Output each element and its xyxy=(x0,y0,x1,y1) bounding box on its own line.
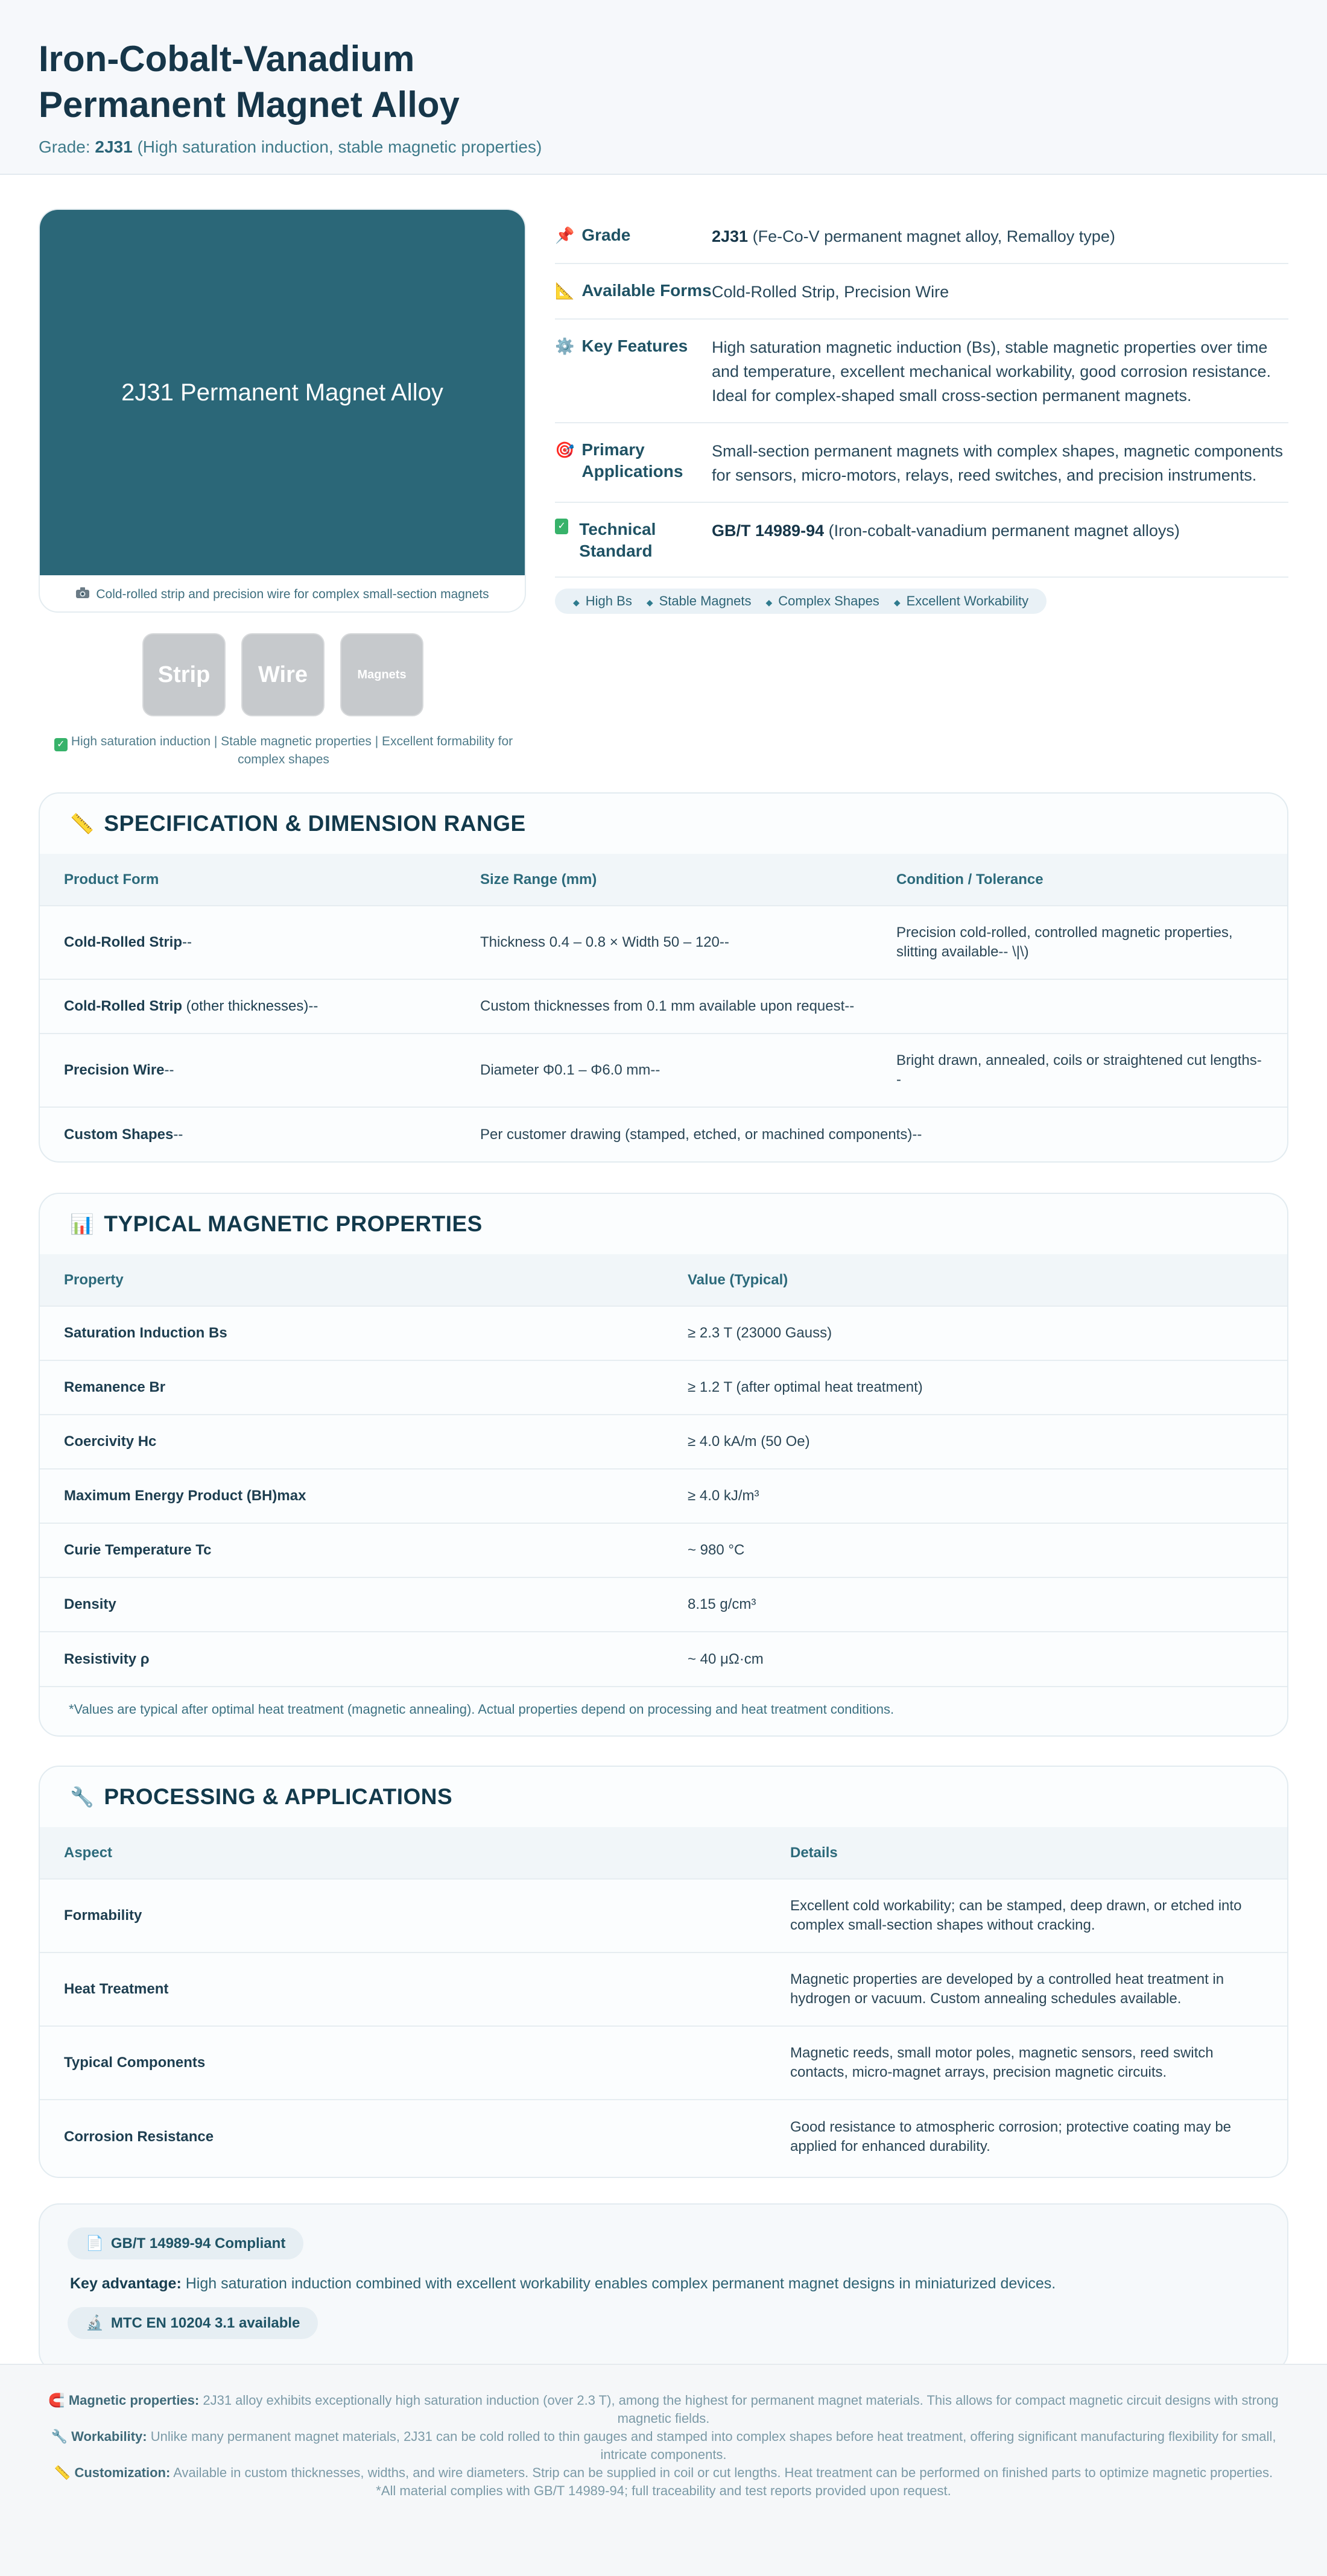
magnetic-properties-section xyxy=(39,1193,1288,1737)
tag-stable-magnets[interactable]: ◆ Stable Magnets xyxy=(647,593,752,609)
spec-label-text: Available Forms xyxy=(581,281,712,300)
key-advantage-text: High saturation induction combined with excellent workability enables complex permanent magnet designs in miniaturized devices. xyxy=(185,2275,1056,2292)
column-header: Aspect xyxy=(40,1827,766,1879)
processing-table xyxy=(40,1827,1287,2173)
microscope-icon: 🔬 xyxy=(86,2315,104,2331)
compliance-box xyxy=(39,2203,1288,2372)
spec-row-forms xyxy=(555,264,1288,320)
section-title-text: TYPICAL MAGNETIC PROPERTIES xyxy=(104,1211,483,1236)
aspect-details: Good resistance to atmospheric corrosion; protective coating may be applied for enhanced durability. xyxy=(766,2100,1287,2173)
table-cell: Bright drawn, annealed, coils or straightened cut lengths-- xyxy=(872,1034,1287,1107)
mtc-badge[interactable] xyxy=(68,2307,318,2339)
table-row xyxy=(40,1034,1287,1107)
column-header: Product Form xyxy=(40,854,456,906)
tag-excellent-workability[interactable]: ◆ Excellent Workability xyxy=(894,593,1028,609)
aspect-details: Excellent cold workability; can be stamped, deep drawn, or etched into complex small-section shapes without cracking. xyxy=(766,1879,1287,1953)
table-row xyxy=(40,2026,1287,2100)
spec-dimension-section xyxy=(39,792,1288,1163)
property-name: Saturation Induction Bs xyxy=(40,1306,664,1360)
magnetic-footnote: *Values are typical after optimal heat treatment (magnetic annealing). Actual properties depend on processing and heat treatment conditions. xyxy=(40,1686,1287,1732)
table-header xyxy=(40,854,1287,906)
camera-icon xyxy=(75,587,90,602)
footer-magnetic xyxy=(39,2391,1288,2428)
property-name: Resistivity ρ xyxy=(40,1632,664,1686)
table-header xyxy=(40,1254,1287,1306)
target-icon: 🎯 xyxy=(555,441,575,459)
footer-customization xyxy=(39,2464,1288,2482)
spec-value-grade xyxy=(712,224,1288,248)
table-row xyxy=(40,1879,1287,1953)
table-cell xyxy=(40,1107,456,1161)
table-cell: Per customer drawing (stamped, etched, or machined components)-- xyxy=(456,1107,1287,1161)
thumbnail-wire-item[interactable]: Wire xyxy=(241,633,325,716)
column-header: Value (Typical) xyxy=(664,1254,1287,1306)
page-title xyxy=(39,36,1288,128)
bar-chart-icon: 📊 xyxy=(70,1213,95,1235)
spec-label-text: Technical Standard xyxy=(579,520,656,560)
spec-value-applications: Small-section permanent magnets with complex shapes, magnetic components for sensors, micro-motors, relays, reed switches, and precision instruments. xyxy=(712,442,1283,484)
spec-row-grade xyxy=(555,209,1288,264)
spec-label-text: Primary Applications xyxy=(581,440,683,481)
aspect-details: Magnetic properties are developed by a controlled heat treatment in hydrogen or vacuum. Custom annealing schedules available. xyxy=(766,1953,1287,2026)
aspect-details: Magnetic reeds, small motor poles, magnetic sensors, reed switch contacts, micro-magnet arrays, precision magnetic circuits. xyxy=(766,2026,1287,2100)
wrench-icon: 🔧 xyxy=(70,1786,95,1808)
footer-compliance-note: *All material complies with GB/T 14989-94; full traceability and test reports provided upon request. xyxy=(376,2483,951,2498)
mtc-badge-text: MTC EN 10204 3.1 available xyxy=(110,2314,300,2331)
form-name: Cold-Rolled Strip xyxy=(64,934,182,950)
product-image-card xyxy=(39,209,526,613)
grade-subtitle xyxy=(39,137,1288,157)
spec-row-applications xyxy=(555,423,1288,503)
property-value: ≥ 2.3 T (23000 Gauss) xyxy=(664,1306,1287,1360)
compliance-badge[interactable] xyxy=(68,2227,303,2259)
table-cell xyxy=(40,1034,456,1107)
spec-label-features xyxy=(555,335,712,408)
property-value: ~ 40 μΩ·cm xyxy=(664,1632,1287,1686)
dimension-table xyxy=(40,854,1287,1161)
form-extra: -- xyxy=(182,934,192,950)
table-cell xyxy=(40,906,456,979)
product-image[interactable] xyxy=(40,210,525,575)
document-icon: 📄 xyxy=(86,2235,104,2252)
spec-row-standard xyxy=(555,503,1288,578)
property-name: Curie Temperature Tc xyxy=(40,1523,664,1577)
spec-value-bold: GB/T 14989-94 xyxy=(712,522,825,540)
ruler-icon: 📏 xyxy=(70,813,95,835)
column-header: Size Range (mm) xyxy=(456,854,872,906)
form-name: Precision Wire xyxy=(64,1062,165,1078)
table-row xyxy=(40,1953,1287,2026)
pushpin-icon: 📌 xyxy=(555,226,575,244)
compliance-badge-text: GB/T 14989-94 Compliant xyxy=(110,2235,286,2252)
feature-tags xyxy=(555,589,1047,614)
table-row xyxy=(40,2100,1287,2173)
thumbnail-note-text: High saturation induction | Stable magnetic properties | Excellent formability for complex shapes xyxy=(71,734,513,766)
product-caption xyxy=(40,575,525,613)
spec-value-bold: 2J31 xyxy=(712,227,749,245)
column-header: Condition / Tolerance xyxy=(872,854,1287,906)
aspect-name: Typical Components xyxy=(40,2026,766,2100)
title-line-2: Permanent Magnet Alloy xyxy=(39,84,460,125)
table-cell: Thickness 0.4 – 0.8 × Width 50 – 120-- xyxy=(456,906,872,979)
spec-value-standard xyxy=(712,519,1288,562)
spec-label-applications xyxy=(555,439,712,487)
gear-icon: ⚙️ xyxy=(555,337,575,355)
column-header: Property xyxy=(40,1254,664,1306)
key-advantage-label: Key advantage: xyxy=(70,2275,182,2292)
form-extra: (other thicknesses)-- xyxy=(182,998,318,1014)
table-header xyxy=(40,1827,1287,1879)
check-icon: ✓ xyxy=(54,738,68,751)
spec-label-text: Grade xyxy=(581,226,631,244)
footer-label: Magnetic properties: xyxy=(68,2393,200,2408)
property-name: Coercivity Hc xyxy=(40,1415,664,1469)
spec-label-forms xyxy=(555,280,712,304)
property-value: ≥ 1.2 T (after optimal heat treatment) xyxy=(664,1360,1287,1415)
footer-text: 2J31 alloy exhibits exceptionally high saturation induction (over 2.3 T), among the highest for permanent magnet materials. This allows for compact magnetic circuit designs with strong magnetic fields. xyxy=(203,2393,1279,2426)
form-name: Cold-Rolled Strip xyxy=(64,998,182,1014)
table-row xyxy=(40,1107,1287,1161)
property-name: Maximum Energy Product (BH)max xyxy=(40,1469,664,1523)
spec-value-forms: Cold-Rolled Strip, Precision Wire xyxy=(712,283,949,301)
section-title xyxy=(40,794,1287,854)
title-line-1: Iron-Cobalt-Vanadium xyxy=(39,39,415,79)
aspect-name: Heat Treatment xyxy=(40,1953,766,2026)
product-image-text: 2J31 Permanent Magnet Alloy xyxy=(121,379,443,406)
section-title xyxy=(40,1194,1287,1254)
footer-workability xyxy=(39,2428,1288,2464)
spec-value-text: (Fe-Co-V permanent magnet alloy, Remalloy type) xyxy=(752,227,1115,245)
tag-high-bs[interactable]: ◆ High Bs xyxy=(573,593,632,609)
table-cell: Precision cold-rolled, controlled magnetic properties, slitting available-- \|\) xyxy=(872,906,1287,979)
footer-text: Available in custom thicknesses, widths, and wire diameters. Strip can be supplied in coil or cut lengths. Heat treatment can be performed on finished parts to optimize magnetic properties. xyxy=(173,2465,1273,2480)
processing-section xyxy=(39,1766,1288,2178)
grade-prefix: Grade: xyxy=(39,137,90,156)
table-cell xyxy=(40,979,456,1034)
aspect-name: Formability xyxy=(40,1879,766,1953)
spec-row-features xyxy=(555,320,1288,423)
section-title-text: PROCESSING & APPLICATIONS xyxy=(104,1784,453,1809)
footer-text: Unlike many permanent magnet materials, 2J31 can be cold rolled to thin gauges and stamped into complex shapes before heat treatment, offering significant manufacturing flexibility for small, intricate components. xyxy=(150,2429,1276,2462)
form-name: Custom Shapes xyxy=(64,1126,174,1143)
table-row xyxy=(40,1415,1287,1469)
table-row xyxy=(40,1632,1287,1686)
wrench-icon: 🔧 xyxy=(51,2429,68,2444)
key-advantage xyxy=(70,2275,1257,2293)
triangle-ruler-icon: 📐 xyxy=(555,282,575,300)
property-name: Density xyxy=(40,1577,664,1632)
table-cell: Custom thicknesses from 0.1 mm available upon request-- xyxy=(456,979,1287,1034)
property-value: 8.15 g/cm³ xyxy=(664,1577,1287,1632)
property-name: Remanence Br xyxy=(40,1360,664,1415)
column-header: Details xyxy=(766,1827,1287,1879)
footer-label: Customization: xyxy=(74,2465,171,2480)
spec-label-grade xyxy=(555,224,712,248)
check-icon: ✓ xyxy=(555,519,568,534)
page-header xyxy=(0,0,1327,175)
aspect-name: Corrosion Resistance xyxy=(40,2100,766,2173)
footer-label: Workability: xyxy=(71,2429,147,2444)
page-footer xyxy=(0,2364,1327,2576)
table-row xyxy=(40,1523,1287,1577)
form-extra: -- xyxy=(173,1126,183,1143)
form-extra: -- xyxy=(164,1062,174,1078)
spec-label-text: Key Features xyxy=(581,336,688,355)
thumbnail-note xyxy=(48,733,519,768)
property-value: ~ 980 °C xyxy=(664,1523,1287,1577)
thumbnail-strip xyxy=(142,633,426,718)
spec-value-text: (Iron-cobalt-vanadium permanent magnet alloys) xyxy=(828,522,1180,540)
table-cell: Diameter Φ0.1 – Φ6.0 mm-- xyxy=(456,1034,872,1107)
magnetic-table xyxy=(40,1254,1287,1686)
table-row xyxy=(40,1360,1287,1415)
product-caption-text: Cold-rolled strip and precision wire for complex small-section magnets xyxy=(96,587,489,601)
section-title xyxy=(40,1767,1287,1827)
spec-value-features: High saturation magnetic induction (Bs), stable magnetic properties over time and temperature, excellent mechanical workability, good corrosion resistance. Ideal for complex-shaped small cross-section permanent magnets. xyxy=(712,338,1271,405)
table-row xyxy=(40,1306,1287,1360)
table-row xyxy=(40,906,1287,979)
grade-desc: (High saturation induction, stable magnetic properties) xyxy=(137,137,542,156)
table-row xyxy=(40,1577,1287,1632)
section-title-text: SPECIFICATION & DIMENSION RANGE xyxy=(104,811,526,836)
magnet-icon: 🧲 xyxy=(48,2393,65,2408)
spec-label-standard xyxy=(555,519,712,562)
ruler-icon: 📏 xyxy=(54,2465,71,2480)
grade-code: 2J31 xyxy=(95,137,133,156)
table-row xyxy=(40,1469,1287,1523)
thumbnail-magnets-item[interactable]: Magnets xyxy=(340,633,423,716)
property-value: ≥ 4.0 kA/m (50 Oe) xyxy=(664,1415,1287,1469)
thumbnail-strip-item[interactable]: Strip xyxy=(142,633,226,716)
table-row xyxy=(40,979,1287,1034)
tag-complex-shapes[interactable]: ◆ Complex Shapes xyxy=(765,593,879,609)
property-value: ≥ 4.0 kJ/m³ xyxy=(664,1469,1287,1523)
spec-list xyxy=(555,209,1288,614)
